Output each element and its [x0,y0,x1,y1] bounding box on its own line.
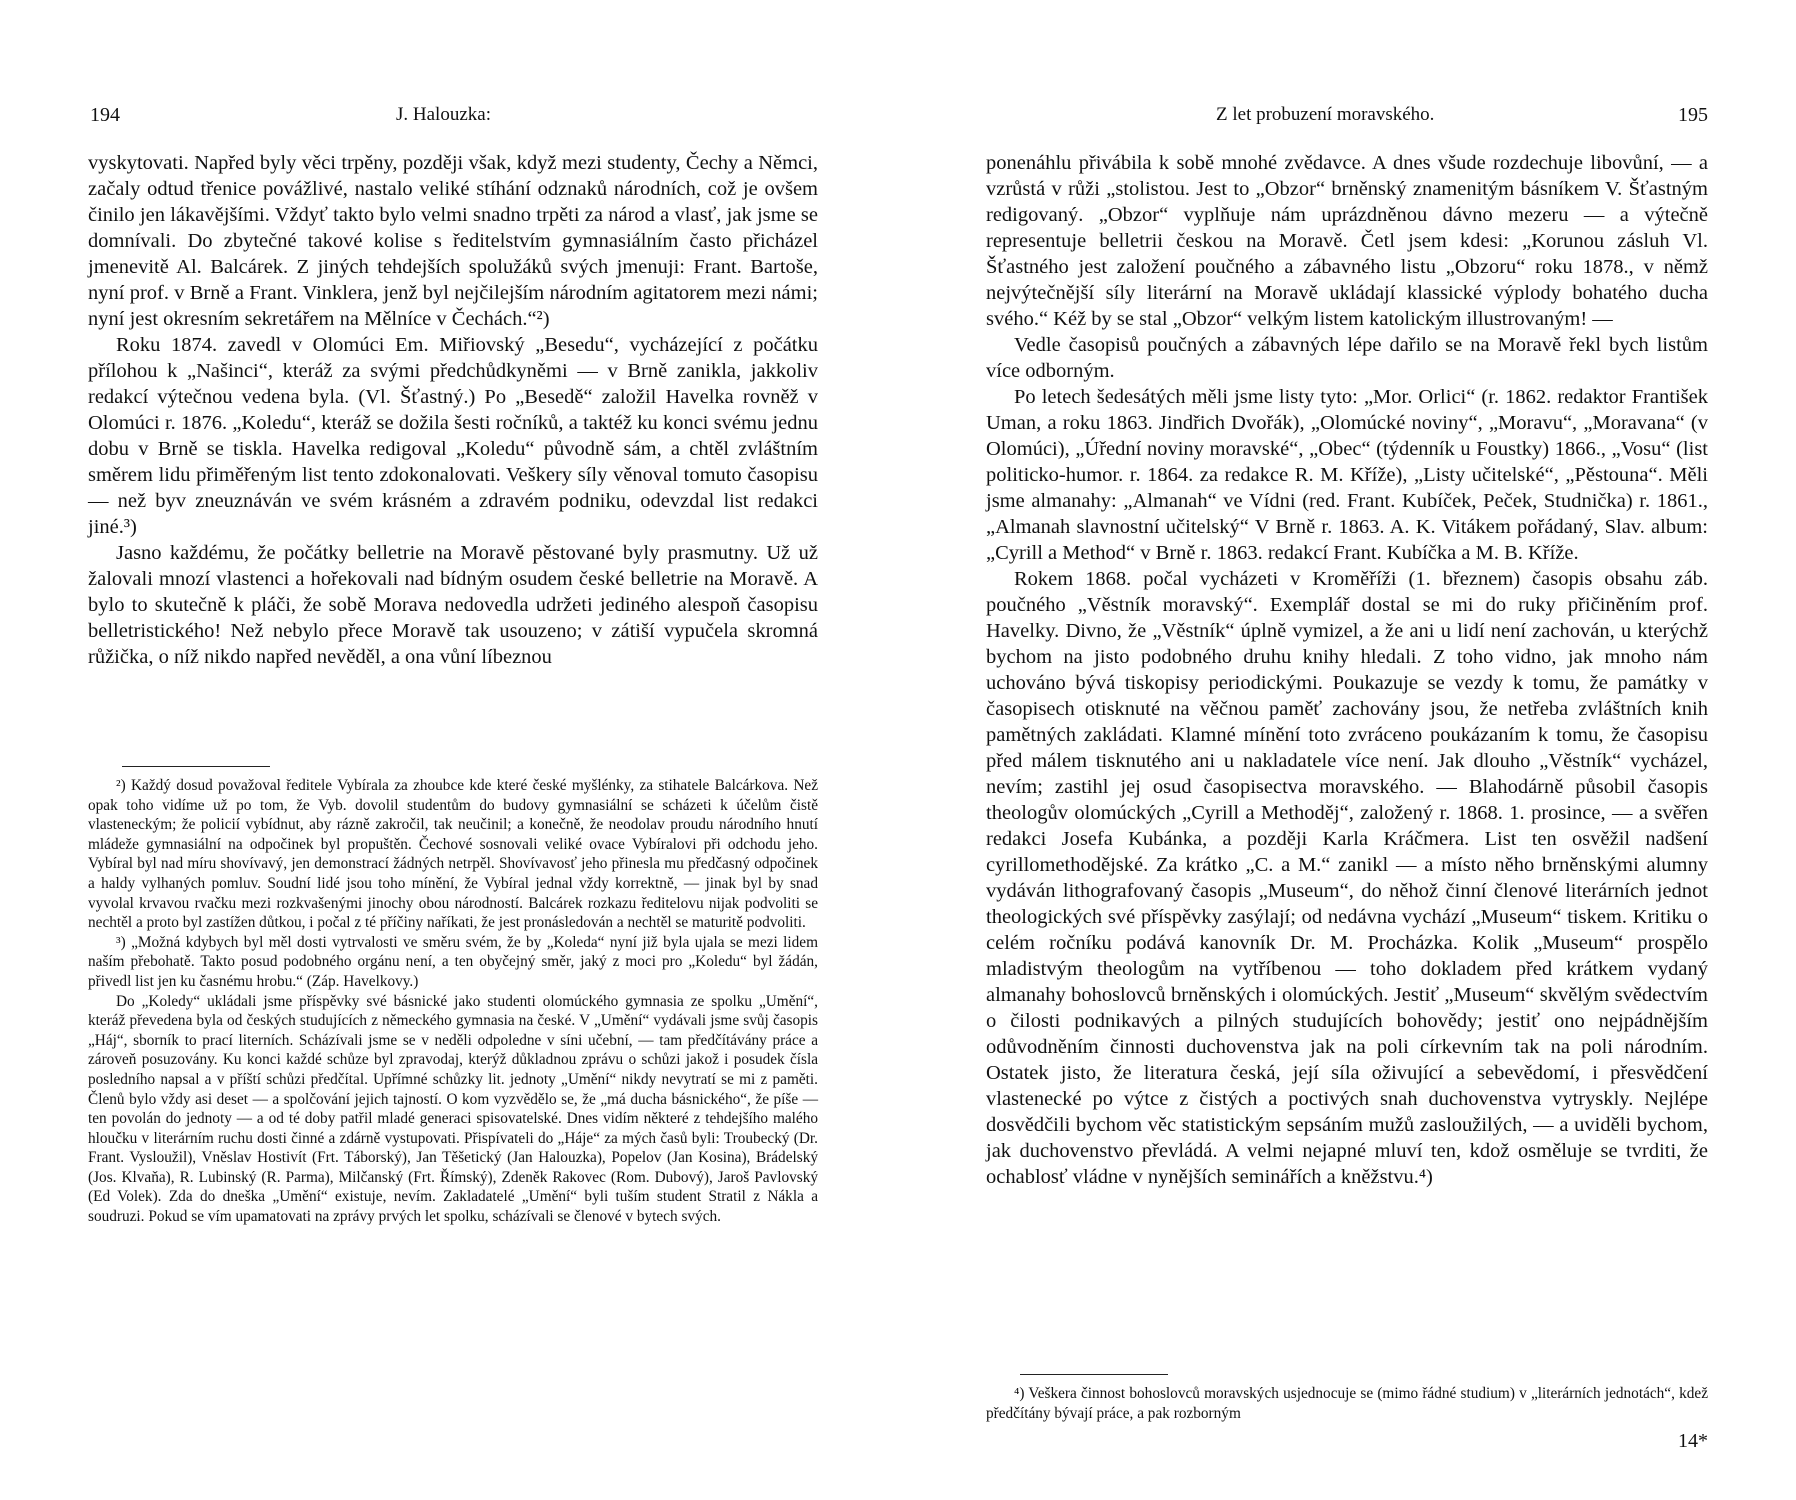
page-number: 194 [90,104,120,126]
running-title: J. Halouzka: [396,104,491,125]
right-footnotes [986,1384,1708,1423]
printer-signature: 14* [1678,1430,1708,1452]
right-page-body [986,150,1708,1190]
paragraph: vyskytovati. Napřed byly věci trpěny, později však, když mezi studenty, Čechy a Němci, začaly odtud třenice povážlivé, nastalo veliké stíhání odznaků národních, což je ovšem činilo jen lákavějšími. Vždyť takto bylo velmi snadno trpěti za národ a vlasť, jak jsme se domnívali. Do zbytečné takové kolise s ředitelstvím gymnasiálním často přicházel jmenevitě Al. Balcárek. Z jiných tehdejších spolužáků svých jmenuji: Frant. Bartoše, nyní prof. v Brně a Frant. Vinklera, jenž byl nejčilejším národním agitatorem mezi námi; nyní jest okresním sekretářem na Mělníce v Čechách.“²) [88,152,818,330]
running-title: Z let probuzení moravského. [1216,104,1435,125]
page-number: 195 [1678,104,1708,126]
right-page [986,0,1708,1500]
right-page-header [986,104,1708,128]
paragraph: Jasno každému, že počátky belletrie na Moravě pěstované byly prasmutny. Už už žalovali mnozí vlastenci a hořekovali nad bídným osudem české belletrie na Moravě. A bylo to skutečně k pláči, že sobě Morava nedovedla udržeti jediného alespoň časopisu belletristického! Než nebylo přece Moravě tak usouzeno; v zátiší vypučela skromná růžička, o níž nikdo napřed nevěděl, a ona vůní líbeznou [88,542,818,668]
left-footnotes [88,776,818,1227]
footnote-rule [122,766,270,767]
left-page [88,0,818,1500]
footnote: Do „Koledy“ ukládali jsme příspěvky své básnické jako studenti olomúckého gymnasia ze spolku „Umění“, kteráž převedena byla od českých studujících z německého gymnasia na české. V „Umění“ vydávali jsme svůj časopis „Háj“, sborník to prací literních. Scházívali jsme se v neděli odpoledne v síni učební, — tam předčítávány práce a zároveň posuzovány. Ku konci každé schůze byl zpravodaj, kterýž důkladnou zprávu o schůzi jakož i posudek čísla posledního napsal a v příští schůzi předčítal. Upřímné schůzky lit. jednoty „Umění“ nikdy nevytratí se mi z paměti. Členů bylo vždy asi deset — a spolčování jejich tajností. O kom vyzvědělo se, že „má ducha básnického“, že píše — ten povolán do jednoty — a od té doby patřil mladé generaci spisovatelské. Dnes vidím některé z tehdejšího malého hloučku v literárním ruchu dosti činné a zdárně vystupovati. Přispívateli do „Háje“ za mých časů byli: Troubecký (Dr. Frant. Vysloužil), Vněslav Hostivít (Frt. Táborský), Jan Těšetický (Jan Halouzka), Popelov (Jan Kosina), Brádelský (Jos. Klvaňa), R. Lubinský (R. Parma), Milčanský (Frt. Římský), Zdeněk Rakovec (Rom. Dubový), Jaroš Pavlovský (Ed Volek). Zda do dneška „Umění“ existuje, nevím. Zakladatelé „Umění“ byli tuším student Stratil z Nákla a soudruzi. Pokud se vím upamatovati na zprávy prvých let spolku, scházívali se členové v bytech svých. [88,992,818,1226]
paragraph: Po letech šedesátých měli jsme listy tyto: „Mor. Orlici“ (r. 1862. redaktor František Uman, a roku 1863. Jindřich Dvořák), „Olomúcké noviny“, „Moravu“, „Moravana“ (v Olomúci), „Úřední noviny moravské“, „Obec“ (týdenník u Foustky) 1866., „Vosu“ (list politicko-humor. r. 1864. za redakce R. M. Kříže), „Listy učitelské“, „Pěstouna“. Měli jsme almanahy: „Almanah“ ve Vídni (red. Frant. Kubíček, Peček, Studnička) r. 1861., „Almanah slavnostní učitelský“ V Brně r. 1863. A. K. Vitákem pořádaný, Slav. album: „Cyrill a Method“ v Brně r. 1863. redakcí Frant. Kubíčka a M. B. Kříže. [986,386,1708,564]
footnote: ⁴) Veškera činnost bohoslovců moravských usjednocuje se (mimo řádné studium) v „literárních jednotách“, kdež předčítány bývají práce, a pak rozborným [986,1385,1708,1422]
footnote-rule [1020,1374,1168,1375]
footnote: ³) „Možná kdybych byl měl dosti vytrvalosti ve směru svém, že by „Koleda“ nyní již byla ujala se mezi lidem naším přebohatě. Takto posud podobného orgánu není, a ten obyčejný směr, jaký z moci pro „Koledu“ byl žádán, přivedl list jen ku časnému hrobu.“ (Záp. Havelkovy.) [88,933,818,990]
left-page-body [88,150,818,670]
paragraph: Rokem 1868. počal vycházeti v Kroměříži (1. březnem) časopis obsahu záb. poučného „Věstník moravský“. Exemplář dostal se mi do ruky přičiněním prof. Havelky. Divno, že „Věstník“ úplně vymizel, a že ani u lidí není zachován, u kterýchž bychom na jisto podobného druhu knihy hledali. Z toho vidno, jak mnoho nám uchováno bývá tiskopisy periodickými. Poukazuje se vezdy k tomu, že památky v časopisech otisknuté na věčnou paměť zachovány jsou, že netřeba zvláštních knih pamětných zakládati. Klamné mínění toto zvráceno poukázaním k tomu, že časopisu před málem tisknutého ani u nakladatele více není. Jak dlouho „Věstník“ vycházel, nevím; zastihl jej osud časopisectva moravského. — Blahodárně působil časopis theologův olomúckých „Cyrill a Methoděj“, založený r. 1868. 1. prosince, — a svěřen redakci Josefa Kubánka, a později Karla Kráčmera. List ten osvěžil nadšení cyrillomethodějské. Za krátko „C. a M.“ zanikl — a místo něho brněnskými alumny vydáván lithografovaný časopis „Museum“, do něhož činní členové literárních jednot theologických své příspěvky zasýlají; od nedávna vychází „Museum“ tiskem. Kritiku o celém ročníku podává kanovník Dr. M. Procházka. Kolik „Museum“ prospělo mladistvým theologům na vytříbenou — toho dokladem před krátkem vydaný almanahy bohoslovců brněnských i olomúckých. Jestiť „Museum“ skvělým svědectvím o čilosti podnikavých a pilných studujících bohovědy; jestiť ono nejpádnějším odůvodněním činnosti duchovenstva jak na poli církevním tak na poli národním. Ostatek jisto, že literatura česká, její síla oživující a sebevědomí, i přesvědčení vlastenecké po výtce z čistých a poctivých snah duchovenstva vytryskly. Nejlépe dosvědčili bychom věc statistickým sepsáním mužů zasloužilých, — a uviděli bychom, jak duchovenstvo převládá. A velmi nejapné mluví ten, kdož osměluje se tvrditi, že ochablosť vládne v nynějších seminářích a kněžstvu.⁴) [986,568,1708,1188]
paragraph: Vedle časopisů poučných a zábavných lépe dařilo se na Moravě řekl bych listům více odborným. [986,334,1708,382]
footnote: ²) Každý dosud považoval ředitele Vybírala za zhoubce kde které české myšlénky, za stihatele Balcárkova. Než opak toho vidíme už po tom, že Vyb. dovolil studentům do budovy gymnasiální se scházeti k účelům čistě vlasteneckým; že policií vybídnut, aby rázně zakročil, tak neučinil; a konečně, že neodolav proudu národního hnutí mládeže gymnasiální na odpočinek byl propuštěn. Čechové sosnovali veliké ovace Vybíralovi při odchodu jeho. Vybíral byl nad míru shovívavý, jen demonstrací žádných netrpěl. Shovívavosť jeho přinesla mu předčasný odpočinek a haldy vylhaných pomluv. Soudní lidé jsou toho mínění, že Vybíral jednal vždy korrektně, — jinak byl by snad vyvolal krvavou rvačku mezi rozkvašenými jinochy obou národností. Balcárek rozkazu ředitelovu nijak podvoliti se nechtěl a proto byl zastížen důtkou, i počal z té příčiny naříkati, že jest pronásledován a nechtěl se maturitě podvoliti. [88,777,818,932]
left-page-header [88,104,818,128]
paragraph: ponenáhlu přivábila k sobě mnohé zvědavce. A dnes všude rozdechuje libovůní, — a vzrůstá v růži „stolistou. Jest to „Obzor“ brněnský znamenitým básníkem V. Šťastným redigovaný. „Obzor“ vyplňuje nám uprázdněnou dávno mezeru — a výtečně representuje belletrii českou na Moravě. Četl jsem kdesi: „Korunou zásluh Vl. Šťastného jest založení poučného a zábavného listu „Obzoru“ roku 1878., v němž nejvýtečnější síly literární na Moravě ukládají klassické výplody bohatého ducha svého.“ Kéž by se stal „Obzor“ velkým listem katolickým illustrovaným! — [986,152,1708,330]
paragraph: Roku 1874. zavedl v Olomúci Em. Miřiovský „Besedu“, vycházející z počátku přílohou k „Našinci“, kteráž za svými předchůdkyněmi — v Brně zanikla, jakkoliv redakcí výtečnou vedena byla. (Vl. Šťastný.) Po „Besedě“ založil Havelka rovněž v Olomúci r. 1876. „Koledu“, kteráž se dožila šesti ročníků, a taktéž ku konci svému jednu dobu v Brně se tiskla. Havelka redigoval „Koledu“ původně sám, a chtěl zvláštním směrem lidu přiměřeným list tento zdokonalovati. Veškery síly věnoval tomuto časopisu — než byv zneuznáván ve svém krásném a zdravém podniku, odevzdal list redakci jiné.³) [88,334,818,538]
